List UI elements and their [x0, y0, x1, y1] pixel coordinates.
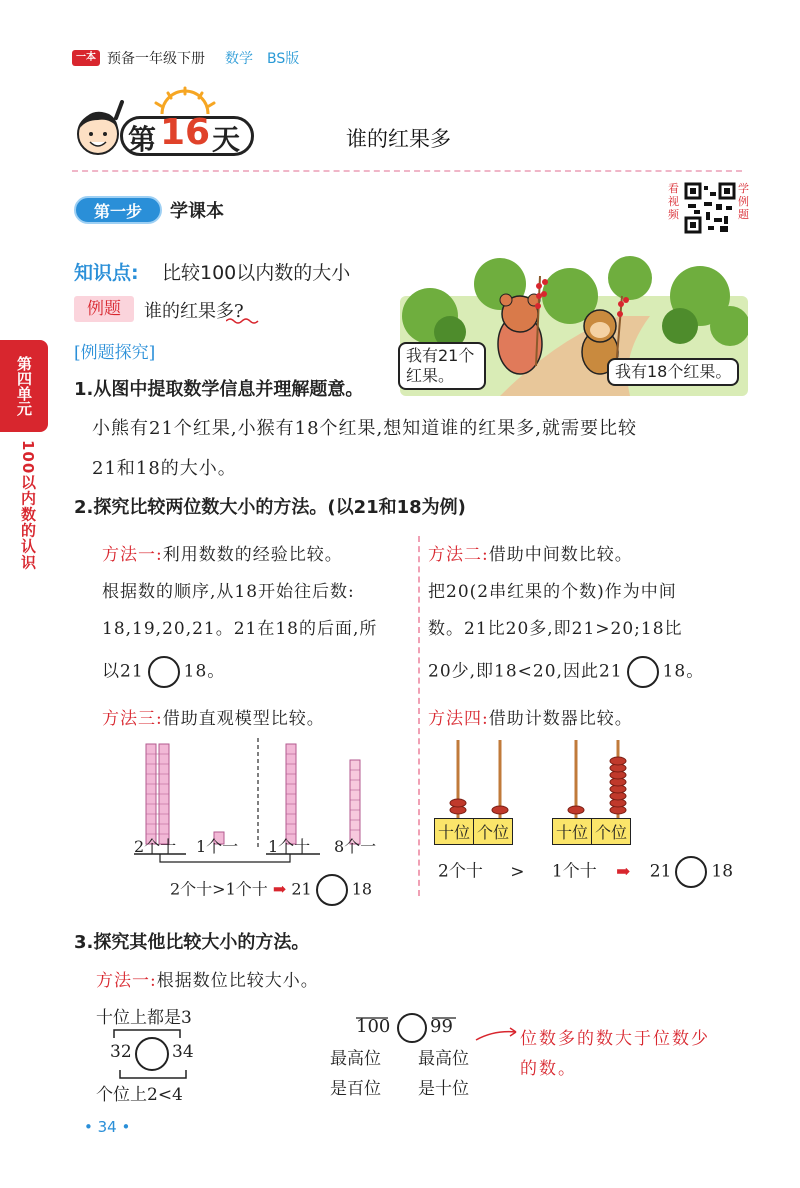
method-4-label: 方法四: — [428, 709, 489, 729]
abacus-1-place-labels — [434, 818, 513, 845]
highest-place-label-2: 最高位 — [418, 1049, 469, 1069]
section-1-title: 1.从图中提取数学信息并理解题意。 — [74, 379, 364, 400]
ones-place-label: 个位 — [592, 819, 630, 844]
divider — [72, 170, 742, 172]
arrow-icon: ➡ — [616, 861, 631, 882]
method-2-line-1: 把20(2串红果的个数)作为中间 — [428, 582, 677, 602]
book-title: 预备一年级下册 — [107, 51, 205, 67]
day-prefix: 第 — [128, 123, 157, 156]
unit-tab[interactable]: 第四单元 — [0, 340, 48, 432]
answer-circle[interactable] — [316, 874, 348, 906]
method-4-eq-b: 18 — [711, 861, 734, 882]
method-3-equation — [170, 874, 372, 906]
method-1-line-3 — [102, 656, 225, 688]
abacus-2-place-labels — [552, 818, 631, 845]
method-4-eq-left: 2个十 — [438, 861, 483, 882]
method-3-eq-c: 18 — [351, 879, 373, 899]
mascot-boy-icon — [72, 100, 128, 160]
tens-place-label: 十位 — [435, 819, 474, 844]
method-5-title — [96, 966, 319, 991]
edition-label: BS版 — [267, 51, 300, 67]
section-1-body-line-2: 21和18的大小。 — [92, 458, 237, 479]
method-1-line-3-b: 18。 — [183, 661, 226, 682]
method-4-eq-right: 1个十 — [551, 861, 597, 882]
wavy-underline — [226, 317, 262, 325]
qr-code-icon[interactable] — [684, 182, 736, 234]
lesson-title: 谁的红果多 — [346, 127, 451, 151]
highest-place-label-1: 最高位 — [330, 1049, 381, 1069]
highest-place-value-1: 是百位 — [330, 1079, 381, 1099]
page-number: • 34 • — [84, 1118, 131, 1136]
method-4-text: 借助计数器比较。 — [488, 709, 633, 729]
bear-speech-bubble: 我有21个红果。 — [398, 342, 486, 390]
step-title: 学课本 — [170, 201, 224, 222]
rule-note-line-2: 的数。 — [520, 1059, 577, 1079]
answer-circle[interactable] — [627, 656, 659, 688]
method-3-label: 方法三: — [102, 709, 163, 729]
unit-name: 100以内数的认识 — [19, 440, 37, 571]
highest-place-value-2: 是十位 — [418, 1079, 469, 1099]
tens-place-label: 十位 — [553, 819, 592, 844]
section-2-title: 2.探究比较两位数大小的方法。(以21和18为例) — [74, 497, 466, 518]
method-2-line-3-a: 20少,即18<20,因此21 — [428, 661, 623, 682]
day-suffix: 天 — [212, 123, 241, 156]
block-label-3: 1个十 — [268, 837, 311, 856]
block-label-2: 1个一 — [196, 837, 239, 856]
arrow-icon: ➡ — [267, 879, 292, 899]
knowledge-point-text: 比较100以内数的大小 — [162, 262, 351, 284]
day-number: 16 — [160, 112, 211, 153]
qr-left-text: 看视频 — [668, 182, 679, 221]
method-1-line-2: 18,19,20,21。21在18的后面,所 — [102, 619, 378, 639]
method-4-eq-op: > — [510, 861, 525, 882]
method-2-line-3 — [428, 656, 704, 688]
monkey-speech-bubble: 我有18个红果。 — [607, 358, 739, 386]
section-1-body-line-1: 小熊有21个红果,小猴有18个红果,想知道谁的红果多,就需要比较 — [92, 418, 637, 439]
method-3-text: 借助直观模型比较。 — [162, 709, 325, 729]
method-3-eq-a: 2个十>1个十 — [170, 879, 268, 899]
step-pill: 第一步 — [74, 196, 162, 224]
brand-logo: 一本 — [72, 50, 100, 66]
qr-right-text: 学例题 — [738, 182, 749, 221]
method-4-equation — [438, 856, 733, 888]
ones-compare-note: 个位上2<4 — [96, 1085, 183, 1105]
method-2-line-2: 数。21比20多,即21>20;18比 — [428, 619, 683, 639]
method-2-line-3-b: 18。 — [662, 661, 705, 682]
explore-label: [例题探究] — [74, 343, 156, 363]
method-1-line-3-a: 以21 — [102, 661, 144, 682]
method-1-label: 方法一: — [102, 545, 163, 565]
tens-same-note: 十位上都是3 — [96, 1008, 192, 1028]
knowledge-point-label: 知识点: — [74, 262, 139, 284]
subject-label: 数学 — [225, 51, 253, 67]
rule-note-line-1: 位数多的数大于位数少 — [520, 1029, 710, 1049]
compare-number-b: 34 — [172, 1042, 194, 1062]
curved-arrow-icon — [470, 1026, 520, 1046]
example-question: 谁的红果多? — [144, 301, 244, 322]
compare-number-a: 32 — [110, 1042, 132, 1062]
method-1-title — [102, 540, 343, 565]
block-label-1: 2个十 — [134, 837, 177, 856]
method-5-label: 方法一: — [96, 971, 157, 991]
number-100: 100 — [356, 1016, 391, 1037]
method-divider — [418, 536, 420, 896]
method-4-eq-a: 21 — [649, 861, 672, 882]
section-3-title: 3.探究其他比较大小的方法。 — [74, 932, 310, 953]
method-2-title — [428, 540, 633, 565]
method-3-title — [102, 704, 325, 729]
method-2-text: 借助中间数比较。 — [488, 545, 633, 565]
answer-circle[interactable] — [675, 856, 707, 888]
sun-icon — [150, 86, 220, 114]
method-4-title — [428, 704, 633, 729]
method-1-line-1: 根据数的顺序,从18开始往后数: — [102, 582, 355, 602]
method-3-eq-b: 21 — [291, 879, 312, 899]
block-label-4: 8个一 — [334, 837, 377, 856]
ones-place-label: 个位 — [474, 819, 512, 844]
method-1-text: 利用数数的经验比较。 — [162, 545, 343, 565]
method-5-text: 根据数位比较大小。 — [156, 971, 319, 991]
abacus-counters — [432, 738, 662, 818]
method-2-label: 方法二: — [428, 545, 489, 565]
number-99: 99 — [430, 1016, 453, 1037]
answer-circle[interactable] — [148, 656, 180, 688]
example-pill: 例题 — [74, 296, 134, 322]
